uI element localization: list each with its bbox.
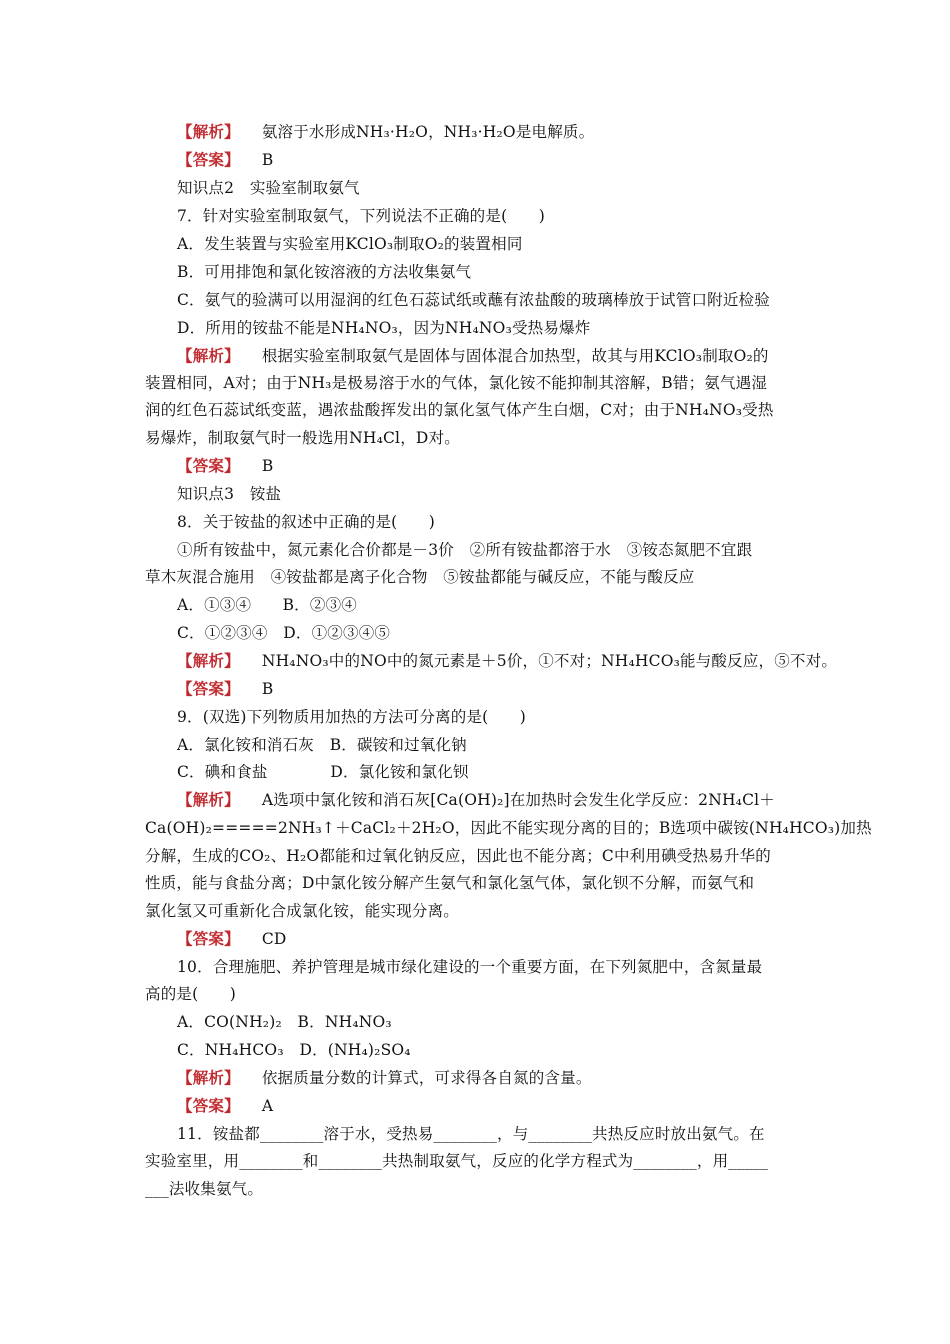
document-line	[0, 595, 950, 615]
answer-text: B	[261, 680, 274, 698]
document-line	[0, 178, 950, 198]
document-line	[0, 735, 950, 755]
question-text: A．①③④ B．②③④	[177, 596, 357, 614]
document-line	[0, 929, 950, 949]
answer-text: CD	[261, 930, 287, 948]
question-text: 11．铵盐都________溶于水，受热易________，与________共热反应时放出氨气。在	[177, 1125, 765, 1143]
document-line	[0, 790, 950, 810]
question-text: 性质，能与食盐分离；D中氯化铵分解产生氨气和氯化氢气体，氯化钡不分解，而氨气和	[145, 874, 755, 892]
question-text: 10．合理施肥、养护管理是城市绿化建设的一个重要方面，在下列氮肥中，含氮量最	[177, 958, 763, 976]
analysis-text: A选项中氯化铵和消石灰[Ca(OH)₂]在加热时会发生化学反应：2NH₄Cl＋	[261, 791, 776, 809]
question-text: C．碘和食盐 D．氯化铵和氯化钡	[177, 763, 469, 781]
question-text: C．①②③④ D．①②③④⑤	[177, 624, 391, 642]
question-text: 分解，生成的CO₂、H₂O都能和过氧化钠反应，因此也不能分离；C中利用碘受热易升华的	[145, 847, 771, 865]
document-line	[0, 1096, 950, 1116]
section-heading: 知识点2 实验室制取氨气	[177, 179, 360, 197]
question-text: Ca(OH)₂=====2NH₃↑＋CaCl₂＋2H₂O，因此不能实现分离的目的；B选项中碳铵(NH₄HCO₃)加热	[145, 819, 872, 837]
document-line	[0, 707, 950, 727]
document-line	[0, 1179, 950, 1199]
document-line	[0, 873, 950, 893]
answer-tag: 【答案】	[177, 1096, 240, 1115]
question-text: 7．针对实验室制取氨气，下列说法不正确的是( )	[177, 207, 545, 225]
document-line	[0, 122, 950, 142]
document-line	[0, 762, 950, 782]
question-text: B．可用排饱和氯化铵溶液的方法收集氨气	[177, 263, 472, 281]
document-line	[0, 1124, 950, 1144]
question-text: 润的红色石蕊试纸变蓝，遇浓盐酸挥发出的氯化氢气体产生白烟，C对；由于NH₄NO₃受热	[145, 401, 774, 419]
answer-tag: 【答案】	[177, 456, 240, 475]
document-line	[0, 679, 950, 699]
answer-tag: 【答案】	[177, 150, 240, 169]
analysis-tag: 【解析】	[177, 122, 240, 141]
answer-text: B	[261, 151, 274, 169]
document-line	[0, 901, 950, 921]
document-line	[0, 1151, 950, 1171]
document-line	[0, 428, 950, 448]
analysis-text: 根据实验室制取氨气是固体与固体混合加热型，故其与用KClO₃制取O₂的	[261, 347, 769, 365]
document-line	[0, 456, 950, 476]
document-line	[0, 818, 950, 838]
document-line	[0, 846, 950, 866]
answer-tag: 【答案】	[177, 929, 240, 948]
question-text: 高的是( )	[145, 985, 236, 1003]
document-line	[0, 651, 950, 671]
document-line	[0, 484, 950, 504]
question-text: 易爆炸，制取氨气时一般选用NH₄Cl，D对。	[145, 429, 460, 447]
document-line	[0, 957, 950, 977]
document-line	[0, 206, 950, 226]
answer-tag: 【答案】	[177, 679, 240, 698]
question-text: ___法收集氨气。	[145, 1180, 264, 1198]
document-line	[0, 400, 950, 420]
answer-text: A	[261, 1097, 274, 1115]
question-text: C．氨气的验满可以用湿润的红色石蕊试纸或蘸有浓盐酸的玻璃棒放于试管口附近检验	[177, 291, 770, 309]
analysis-tag: 【解析】	[177, 1068, 240, 1087]
question-text: 装置相同，A对；由于NH₃是极易溶于水的气体，氯化铵不能抑制其溶解，B错；氨气遇湿	[145, 374, 768, 392]
question-text: C．NH₄HCO₃ D．(NH₄)₂SO₄	[177, 1041, 411, 1059]
document-line	[0, 234, 950, 254]
document-line	[0, 318, 950, 338]
question-text: 9．(双选)下列物质用加热的方法可分离的是( )	[177, 708, 527, 726]
document-line	[0, 1040, 950, 1060]
document-line	[0, 512, 950, 532]
question-text: A．发生装置与实验室用KClO₃制取O₂的装置相同	[177, 235, 523, 253]
section-heading: 知识点3 铵盐	[177, 485, 282, 503]
question-text: 8．关于铵盐的叙述中正确的是( )	[177, 513, 436, 531]
question-text: 实验室里，用________和________共热制取氨气，反应的化学方程式为________，用_____	[145, 1152, 769, 1170]
document-line	[0, 567, 950, 587]
document-line	[0, 262, 950, 282]
analysis-tag: 【解析】	[177, 346, 240, 365]
question-text: A．氯化铵和消石灰 B．碳铵和过氧化钠	[177, 736, 467, 754]
question-text: 草木灰混合施用 ④铵盐都是离子化合物 ⑤铵盐都能与碱反应，不能与酸反应	[145, 568, 695, 586]
analysis-text: 依据质量分数的计算式，可求得各自氮的含量。	[261, 1069, 592, 1087]
document-line	[0, 1012, 950, 1032]
document-line	[0, 150, 950, 170]
analysis-tag: 【解析】	[177, 790, 240, 809]
document-line	[0, 1068, 950, 1088]
question-text: ①所有铵盐中，氮元素化合价都是－3价 ②所有铵盐都溶于水 ③铵态氮肥不宜跟	[177, 541, 753, 559]
analysis-tag: 【解析】	[177, 651, 240, 670]
document-line	[0, 984, 950, 1004]
question-text: A．CO(NH₂)₂ B．NH₄NO₃	[177, 1013, 392, 1031]
analysis-text: 氨溶于水形成NH₃·H₂O，NH₃·H₂O是电解质。	[261, 123, 595, 141]
document-line	[0, 623, 950, 643]
document-line	[0, 373, 950, 393]
document-line	[0, 346, 950, 366]
document-line	[0, 290, 950, 310]
document-line	[0, 540, 950, 560]
question-text: 氯化氢又可重新化合成氯化铵，能实现分离。	[145, 902, 460, 920]
answer-text: B	[261, 457, 274, 475]
analysis-text: NH₄NO₃中的NO中的氮元素是＋5价，①不对；NH₄HCO₃能与酸反应，⑤不对。	[261, 652, 838, 670]
question-text: D．所用的铵盐不能是NH₄NO₃，因为NH₄NO₃受热易爆炸	[177, 319, 591, 337]
